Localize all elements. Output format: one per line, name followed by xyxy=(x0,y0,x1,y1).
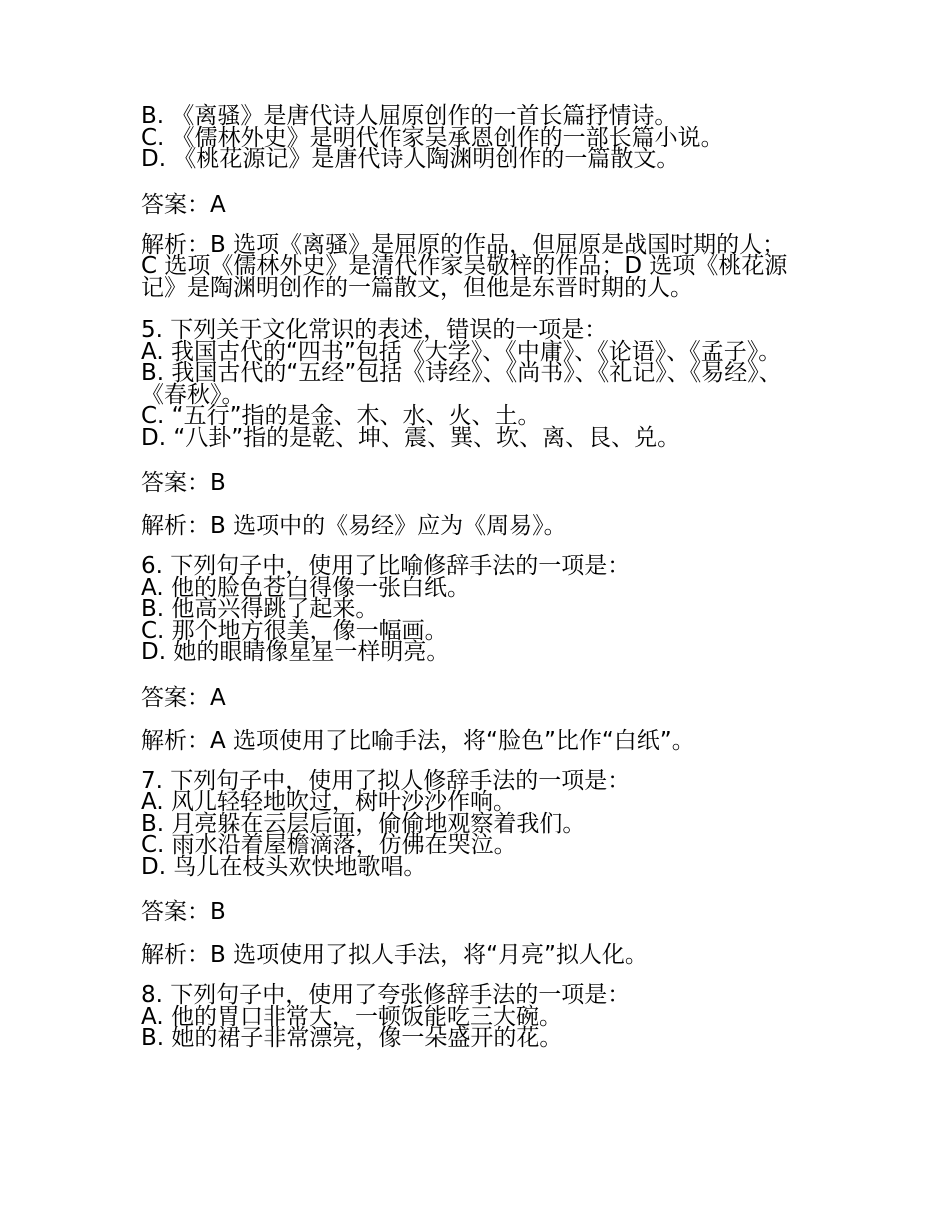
explanation-paragraph: 解析：B 选项《离骚》是屈原的作品，但屈原是战国时期的人；C 选项《儒林外史》是清代作家吴敬梓的作品；D 选项《桃花源记》是陶渊明创作的一篇散文，但他是东晋时期的人。 xyxy=(141,231,788,301)
option-line: A. 我国古代的“四书”包括《大学》、《中庸》、《论语》、《孟子》。 xyxy=(141,338,782,365)
answer-line: 答案：A xyxy=(141,684,226,711)
option-line: D. 《桃花源记》是唐代诗人陶渊明创作的一篇散文。 xyxy=(141,146,680,172)
answer-line: 答案：A xyxy=(141,191,226,218)
option-line: B. 我国古代的“五经”包括《诗经》、《尚书》、《礼记》、《易经》、《春秋》。 xyxy=(141,360,782,408)
option-line: A. 他的脸色苍白得像一张白纸。 xyxy=(141,574,470,601)
question-block xyxy=(141,982,801,1051)
options-block xyxy=(141,103,801,172)
explanation-paragraph: 解析：A 选项使用了比喻手法，将“脸色”比作“白纸”。 xyxy=(141,727,695,754)
question-stem: 5. 下列关于文化常识的表述，错误的一项是： xyxy=(141,317,608,343)
option-line: B. 月亮躲在云层后面，偷偷地观察着我们。 xyxy=(141,810,586,837)
question-stem: 8. 下列句子中，使用了夸张修辞手法的一项是： xyxy=(141,982,631,1008)
option-line: C. “五行”指的是金、木、水、火、土。 xyxy=(141,403,541,429)
question-stem: 7. 下列句子中，使用了拟人修辞手法的一项是： xyxy=(141,767,631,794)
option-line: D. 鸟儿在枝头欢快地歌唱。 xyxy=(141,853,427,880)
option-line: C. 雨水沿着屋檐滴落，仿佛在哭泣。 xyxy=(141,832,517,858)
option-line: C. 《儒林外史》是明代作家吴承恩创作的一部长篇小说。 xyxy=(141,124,724,151)
question-block xyxy=(141,767,801,880)
option-line: A. 他的胃口非常大，一顿饭能吃三大碗。 xyxy=(141,1003,562,1030)
option-line: B. 《离骚》是唐代诗人屈原创作的一首长篇抒情诗。 xyxy=(141,103,678,129)
option-line: B. 她的裙子非常漂亮，像一朵盛开的花。 xyxy=(141,1025,563,1051)
document-page xyxy=(141,103,801,1071)
question-stem: 6. 下列句子中，使用了比喻修辞手法的一项是： xyxy=(141,553,631,579)
question-block xyxy=(141,553,801,665)
explanation-paragraph: 解析：B 选项使用了拟人手法，将“月亮”拟人化。 xyxy=(141,942,648,968)
option-line: B. 他高兴得跳了起来。 xyxy=(141,596,379,622)
option-line: D. 她的眼睛像星星一样明亮。 xyxy=(141,639,450,665)
option-line: A. 风儿轻轻地吹过，树叶沙沙作响。 xyxy=(141,789,516,815)
option-line: C. 那个地方很美，像一幅画。 xyxy=(141,617,448,644)
option-line: D. “八卦”指的是乾、坤、震、巽、坎、离、艮、兑。 xyxy=(141,424,681,451)
answer-line: 答案：B xyxy=(141,470,226,496)
answer-line: 答案：B xyxy=(141,899,226,925)
question-block xyxy=(141,317,801,451)
explanation-paragraph: 解析：B 选项中的《易经》应为《周易》。 xyxy=(141,513,567,539)
